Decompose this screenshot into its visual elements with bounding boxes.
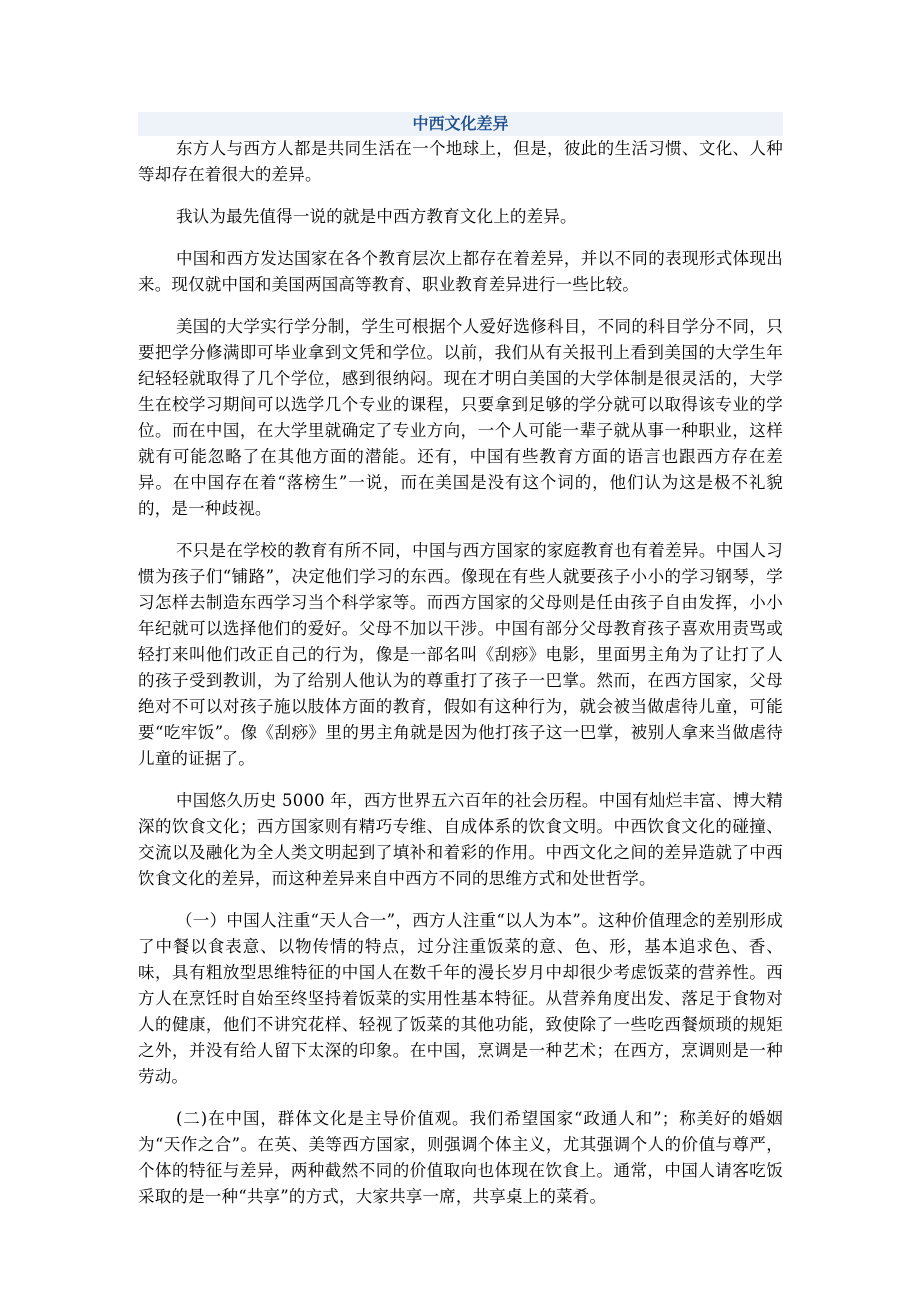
paragraph-university-system: 美国的大学实行学分制，学生可根据个人爱好选修科目，不同的科目学分不同，只要把学分修满即可毕业拿到文凭和学位。以前，我们从有关报刊上看到美国的大学生年纪轻轻就取得了几个学位，感到很纳闷。现在才明白美国的大学体制是很灵活的，大学生在校学习期间可以选学几个专业的课程，只要拿到足够的学分就可以取得该专业的学位。而在中国，在大学里就确定了专业方向，一个人可能一辈子就从事一种职业，这样就有可能忽略了在其他方面的潜能。还有，中国有些教育方面的语言也跟西方存在差异。在中国存在着“落榜生”一说，而在美国是没有这个词的，他们认为这是极不礼貌的，是一种歧视。 (138, 317, 783, 518)
paragraph-point-two: (二)在中国，群体文化是主导价值观。我们希望国家“政通人和”；称美好的婚姻为“天作之合”。在英、美等西方国家，则强调个体主义，尤其强调个人的价值与尊严，个体的特征与差异，两种截然不同的价值取向也体现在饮食上。通常，中国人请客吃饭采取的是一种“共享”的方式，大家共享一席，共享桌上的菜肴。 (138, 1109, 783, 1206)
paragraph-education-comparison: 中国和西方发达国家在各个教育层次上都存在着差异，并以不同的表现形式体现出来。现仅就中国和美国两国高等教育、职业教育差异进行一些比较。 (138, 249, 783, 294)
paragraph-education-intro: 我认为最先值得一说的就是中西方教育文化上的差异。 (175, 207, 577, 226)
paragraph-point-one: （一）中国人注重“天人合一”，西方人注重“以人为本”。这种价值理念的差别形成了中餐以食表意、以物传情的特点，过分注重饭菜的意、色、形，基本追求色、香、味，具有粗放型思维特征的中国人在数千年的漫长岁月中却很少考虑饭菜的营养性。西方人在烹饪时自始至终坚持着饭菜的实用性基本特征。从营养角度出发、落足于食物对人的健康，他们不讲究花样、轻视了饭菜的其他功能，致使除了一些吃西餐烦琐的规矩之外，并没有给人留下太深的印象。在中国，烹调是一种艺术；在西方，烹调则是一种劳动。 (138, 911, 783, 1086)
paragraph-intro: 东方人与西方人都是共同生活在一个地球上，但是，彼此的生活习惯、文化、人种等却存在着很大的差异。 (138, 139, 783, 184)
document-page (138, 112, 783, 1226)
document-title: 中西文化差异 (138, 112, 783, 136)
paragraph-food-culture: 中国悠久历史 5000 年，西方世界五六百年的社会历程。中国有灿烂丰富、博大精深的饮食文化；西方国家则有精巧专维、自成体系的饮食文明。中西饮食文化的碰撞、交流以及融化为全人类文明起到了填补和着彩的作用。中西文化之间的差异造就了中西饮食文化的差异，而这种差异来自中西方不同的思维方式和处世哲学。 (138, 791, 783, 888)
paragraph-family-education: 不只是在学校的教育有所不同，中国与西方国家的家庭教育也有着差异。中国人习惯为孩子们“铺路”，决定他们学习的东西。像现在有些人就要孩子小小的学习钢琴，学习怎样去制造东西学习当个科学家等。而西方国家的父母则是任由孩子自由发挥，小小年纪就可以选择他们的爱好。父母不加以干涉。中国有部分父母教育孩子喜欢用责骂或轻打来叫他们改正自己的行为，像是一部名叫《刮痧》电影，里面男主角为了让打了人的孩子受到教训，为了给别人他认为的尊重打了孩子一巴掌。然而，在西方国家，父母绝对不可以对孩子施以肢体方面的教育，假如有这种行为，就会被当做虐待儿童，可能要“吃牢饭”。像《刮痧》里的男主角就是因为他打孩子这一巴掌，被别人拿来当做虐待儿童的证据了。 (138, 541, 783, 768)
